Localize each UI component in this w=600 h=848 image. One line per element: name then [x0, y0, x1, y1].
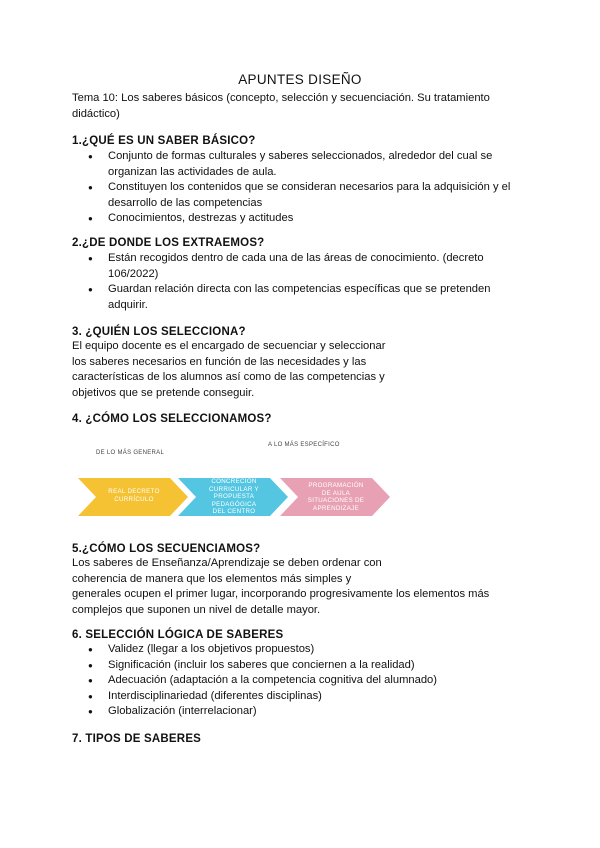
section-heading: 3. ¿QUIÉN LOS SELECCIONA?: [72, 326, 246, 338]
paragraph-line: características de los alumnos así como de las competencias y: [72, 371, 385, 383]
section-5-paragraph: [72, 556, 489, 618]
paragraph-line: objetivos que se pretende conseguir.: [72, 386, 255, 399]
section-heading: 2.¿DE DONDE LOS EXTRAEMOS?: [72, 237, 265, 249]
list-item: ● Conjunto de formas culturales y saberes seleccionados, alrededor del cual se organizan las actividades de aula.: [72, 149, 512, 180]
list-item: ● Globalización (interrelacionar): [72, 704, 512, 720]
list-item: ● Están recogidos dentro de cada una de las áreas de conocimiento. (decreto 106/2022): [72, 251, 492, 282]
list-item: ● Constituyen los contenidos que se consideran necesarios para la adquisición y el desarrollo de las competencias: [72, 180, 512, 211]
paragraph-line: generales ocupen el primer lugar, incorporando progresivamente los elementos más: [72, 588, 490, 600]
list-item: ● Interdisciplinariedad (diferentes disciplinas): [72, 689, 512, 705]
section-2-list: [72, 251, 492, 313]
chevron-step-2-label: CONCRECIÓN CURRICULAR Y PROPUESTA PEDAGÓGICA DEL CENTRO: [209, 478, 259, 515]
list-item: ● Guardan relación directa con las competencias específicas que se pretenden adquirir.: [72, 282, 492, 313]
list-item: ● Conocimientos, destrezas y actitudes: [72, 211, 512, 227]
paragraph-line: Los saberes de Enseñanza/Aprendizaje se deben ordenar con: [72, 557, 382, 569]
section-heading: 5.¿CÓMO LOS SECUENCIAMOS?: [72, 543, 261, 555]
paragraph-line: El equipo docente es el encargado de secuenciar y seleccionar: [72, 340, 386, 352]
section-6-list: [72, 642, 512, 720]
diagram-label-specific: A LO MÁS ESPECÍFICO: [268, 442, 340, 448]
selection-diagram: [72, 432, 402, 532]
section-heading: 1.¿QUÉ ES UN SABER BÁSICO?: [72, 135, 256, 147]
section-heading: 7. TIPOS DE SABERES: [72, 733, 202, 745]
section-3-paragraph: [72, 339, 385, 401]
section-heading: 4. ¿CÓMO LOS SELECCIONAMOS?: [72, 413, 272, 425]
chevron-step-1-label: REAL DECRETO CURRÍCULO: [108, 488, 160, 503]
paragraph-line: los saberes necesarios en función de las necesidades y las: [72, 355, 367, 368]
page-subtitle: Tema 10: Los saberes básicos (concepto, selección y secuenciación. Su tratamiento didáctico): [72, 92, 490, 120]
list-item: ● Significación (incluir los saberes que conciernen a la realidad): [72, 658, 512, 674]
page-title: APUNTES DISEÑO: [238, 72, 362, 87]
paragraph-line: complejos que suponen un nivel de detalle mayor.: [72, 603, 321, 616]
diagram-label-general: DE LO MÁS GENERAL: [96, 450, 165, 456]
section-heading: 6. SELECCIÓN LÓGICA DE SABERES: [72, 629, 284, 641]
section-1-list: [72, 149, 512, 227]
paragraph-line: coherencia de manera que los elementos más simples y: [72, 572, 352, 585]
chevron-step-3-label: PROGRAMACIÓN DE AULA SITUACIONES DE APRENDIZAJE: [307, 482, 365, 512]
list-item: ● Adecuación (adaptación a la competencia cognitiva del alumnado): [72, 673, 512, 689]
list-item: ● Validez (llegar a los objetivos propuestos): [72, 642, 512, 658]
